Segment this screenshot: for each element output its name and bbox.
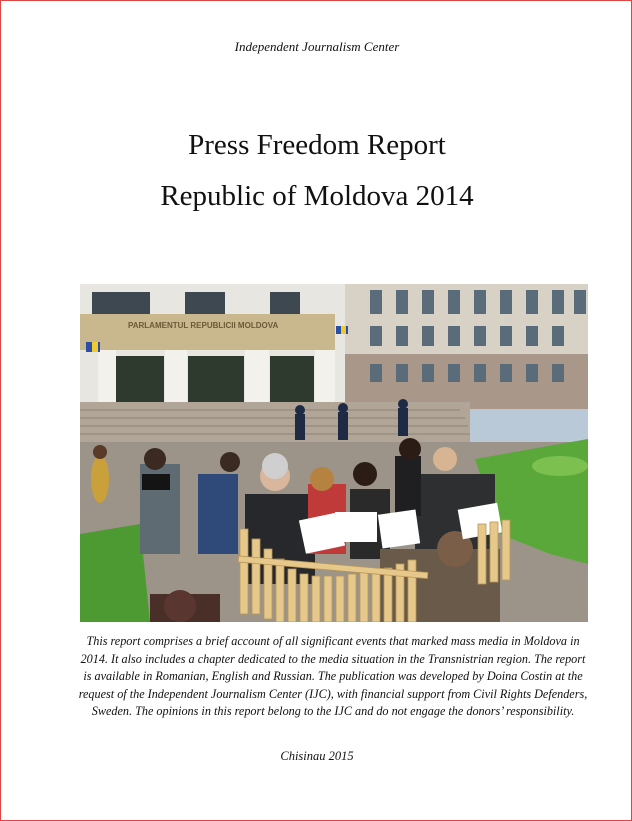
- parliament-doors: [116, 356, 314, 408]
- grass-left: [80, 524, 150, 622]
- video-camera: [142, 474, 170, 490]
- stairs: [80, 402, 470, 444]
- report-description: This report comprises a brief account of all significant events that marked mass media in Moldova in 2014. It also includes a chapter dedicated to the media situation in the Transnistrian region. The report is available in Romanian, English and Russian. The publication was developed by Doina Costin at the request of the Independent Journalism Center (IJC), with financial support from Civil Rights Defenders, Sweden. The opinions in this report belong to the IJC and do not engage the donors’ responsibility.: [78, 634, 588, 718]
- building-sign: PARLAMENTUL REPUBLICII MOLDOVA: [128, 321, 279, 330]
- publication-place-year: Chisinau 2015: [280, 749, 354, 763]
- report-title: Press Freedom Report: [188, 129, 446, 161]
- flowerbed: [532, 456, 588, 476]
- report-subtitle: Republic of Moldova 2014: [160, 180, 474, 212]
- protest-scene-illustration: [80, 284, 588, 622]
- side-building-windows: [370, 290, 586, 382]
- parliament-portico: [80, 314, 335, 350]
- cover-photo: [80, 284, 588, 622]
- organization-name: Independent Journalism Center: [234, 39, 400, 54]
